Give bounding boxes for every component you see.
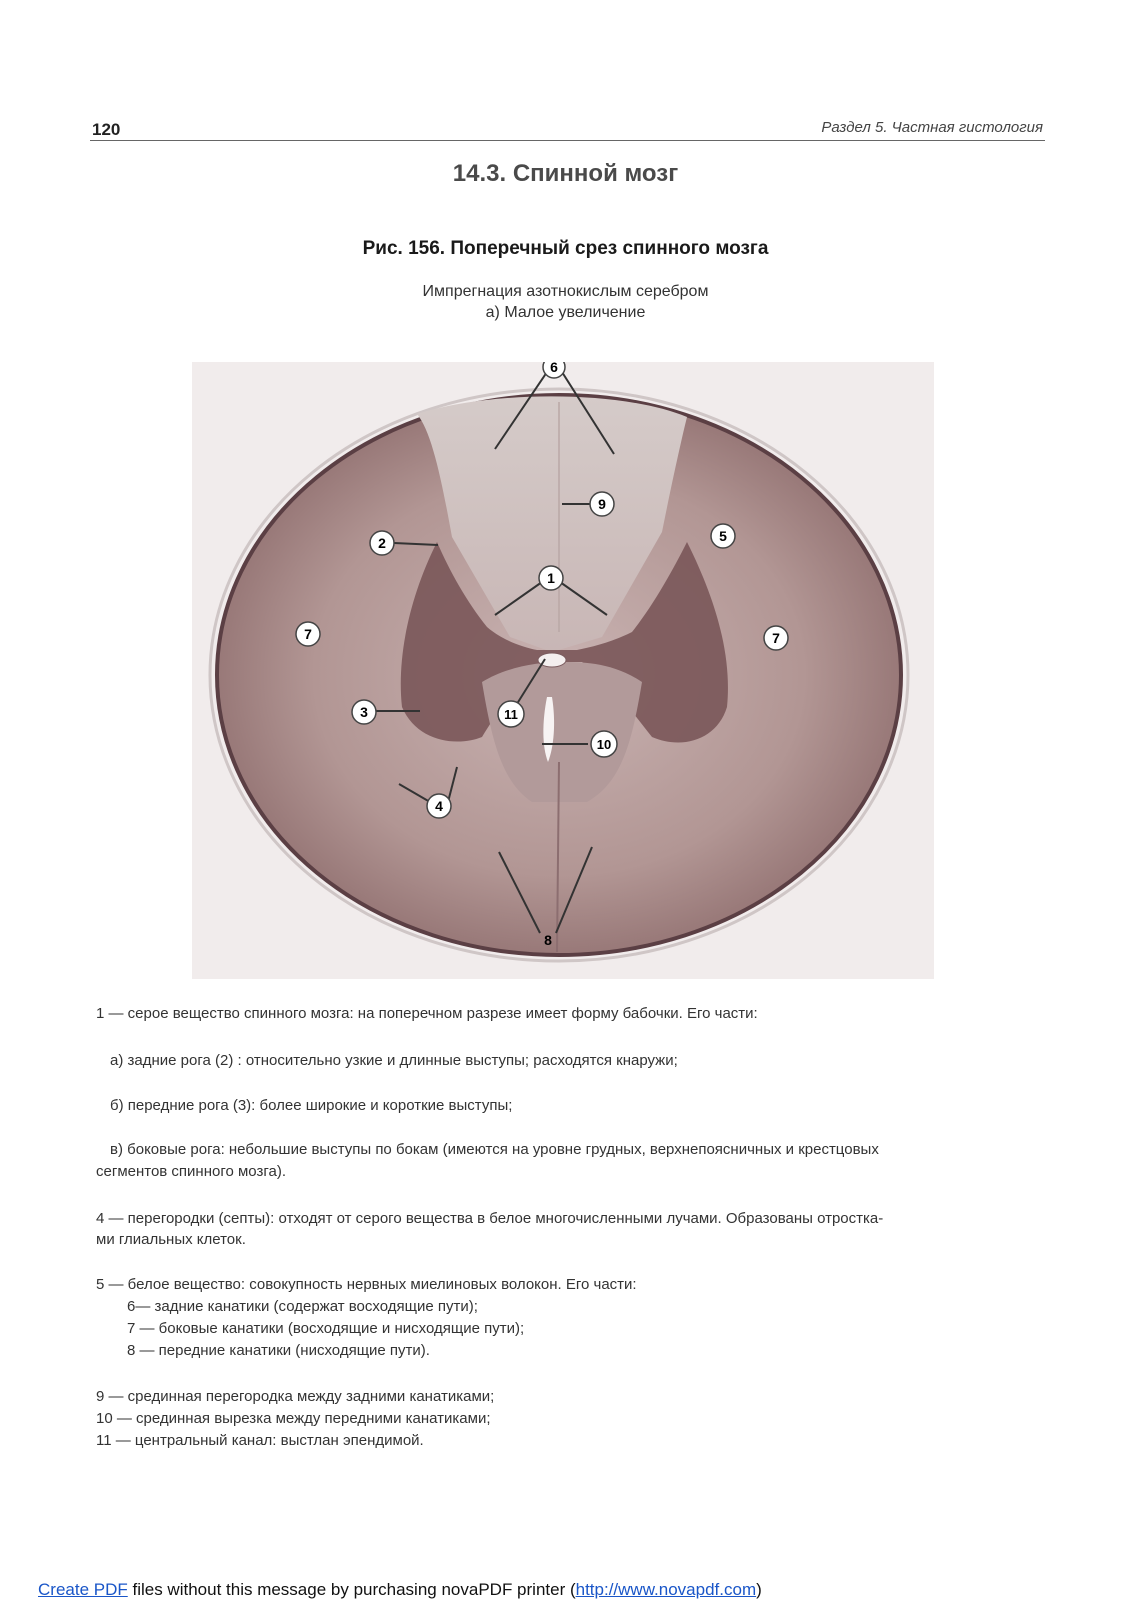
- label-6: [543, 362, 565, 378]
- label-11: [498, 701, 524, 727]
- legend-item-9: 9 — срединная перегородка между задними канатиками;: [96, 1388, 495, 1405]
- label-4: [427, 794, 451, 818]
- label-10: [591, 731, 617, 757]
- label-7-left: [296, 622, 320, 646]
- legend-item-8: 8 — передние канатики (нисходящие пути).: [127, 1342, 430, 1359]
- svg-text:6: 6: [550, 362, 558, 375]
- legend-item-4-line1: 4 — перегородки (септы): отходят от серого вещества в белое многочисленными лучами. Образованы отростка-: [96, 1210, 884, 1227]
- label-1: [539, 566, 563, 590]
- svg-text:2: 2: [378, 535, 386, 551]
- svg-text:3: 3: [360, 704, 368, 720]
- legend-item-7: 7 — боковые канатики (восходящие и нисходящие пути);: [127, 1320, 525, 1337]
- label-5: [711, 524, 735, 548]
- label-8: [544, 932, 552, 948]
- running-head: Раздел 5. Частная гистология: [821, 119, 1043, 136]
- svg-text:7: 7: [772, 630, 780, 646]
- svg-text:8: 8: [544, 932, 552, 948]
- label-3: [352, 700, 376, 724]
- legend-item-11: 11 — центральный канал: выстлан эпендимой.: [96, 1432, 424, 1449]
- create-pdf-link[interactable]: Create PDF: [38, 1580, 128, 1599]
- section-title: 14.3. Спинной мозг: [452, 160, 679, 187]
- legend-item-1a: а) задние рога (2) : относительно узкие и длинные выступы; расходятся кнаружи;: [110, 1052, 678, 1069]
- svg-text:5: 5: [719, 528, 727, 544]
- svg-text:11: 11: [504, 707, 518, 722]
- label-2: [370, 531, 394, 555]
- figure-title: Рис. 156. Поперечный срез спинного мозга: [362, 238, 769, 259]
- figure-stain: Импрегнация азотнокислым серебром: [422, 283, 709, 300]
- legend-item-5: 5 — белое вещество: совокупность нервных миелиновых волокон. Его части:: [96, 1276, 637, 1293]
- footer-end: ): [756, 1580, 762, 1599]
- legend-item-4-line2: ми глиальных клеток.: [96, 1231, 246, 1248]
- legend-item-6: 6— задние канатики (содержат восходящие пути);: [127, 1298, 478, 1315]
- legend-item-1b: б) передние рога (3): более широкие и короткие выступы;: [110, 1097, 513, 1114]
- legend-item-1v-line1: в) боковые рога: небольшие выступы по бокам (имеются на уровне грудных, верхнепоясничных и крестцовых: [110, 1141, 879, 1158]
- novapdf-link[interactable]: http://www.novapdf.com: [575, 1580, 757, 1599]
- legend-item-1v-line2: сегментов спинного мозга).: [96, 1163, 287, 1180]
- header-rule: [90, 140, 1045, 141]
- footer-text: files without this message by purchasing novaPDF printer (: [127, 1580, 576, 1599]
- figure-magnification: а) Малое увеличение: [485, 304, 646, 321]
- svg-text:7: 7: [304, 626, 312, 642]
- pdf-footer: [38, 1580, 762, 1600]
- label-9: [590, 492, 614, 516]
- svg-text:9: 9: [598, 496, 606, 512]
- legend-item-1: 1 — серое вещество спинного мозга: на поперечном разрезе имеет форму бабочки. Его части:: [96, 1005, 758, 1022]
- spinal-cord-micrograph: [192, 362, 934, 979]
- svg-text:10: 10: [596, 737, 612, 752]
- svg-text:4: 4: [435, 798, 443, 814]
- svg-text:1: 1: [547, 570, 555, 586]
- legend-item-10: 10 — срединная вырезка между передними канатиками;: [96, 1410, 491, 1427]
- label-7-right: [764, 626, 788, 650]
- page-number: 120: [92, 120, 121, 139]
